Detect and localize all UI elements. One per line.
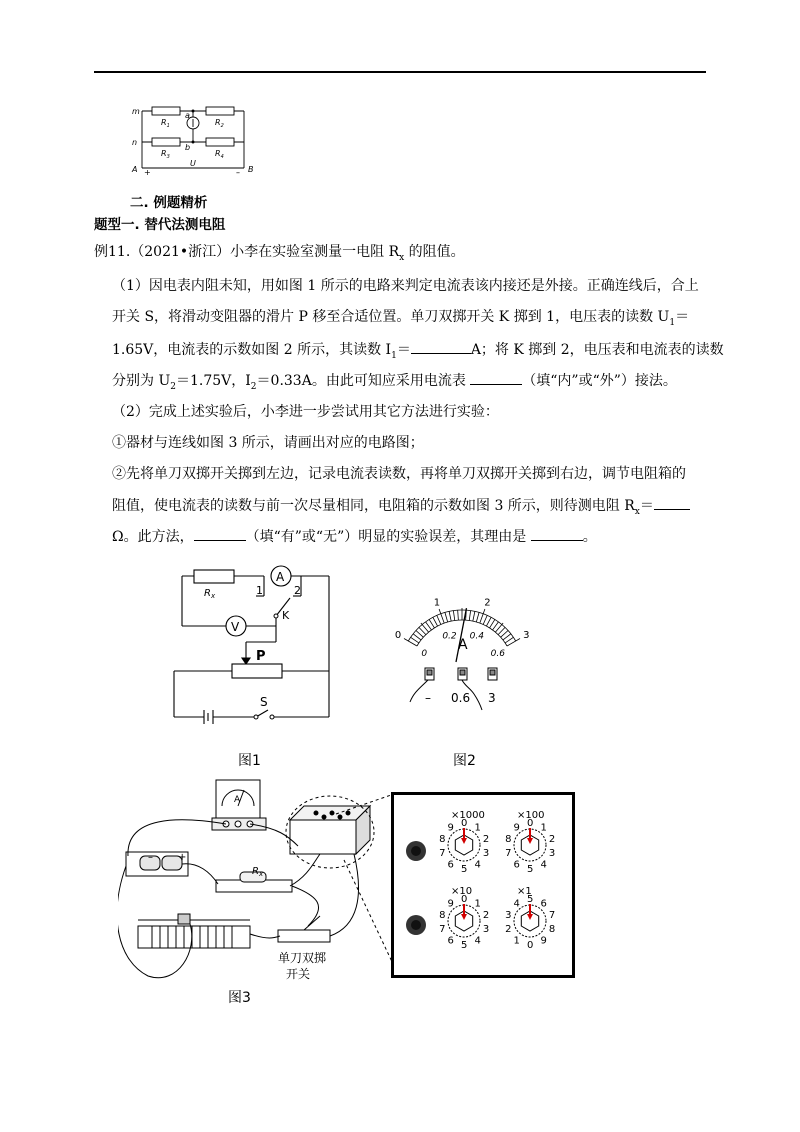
dial-digit: 1 xyxy=(540,822,547,834)
example-source: （2021•浙江） xyxy=(130,244,231,260)
fig3-resistance-box-panel xyxy=(391,792,575,978)
dial-digit: 3 xyxy=(482,924,490,936)
dial-digit: 0 xyxy=(461,818,468,829)
minus-label: – xyxy=(236,168,240,177)
part1-line4: 分别为 $U_2=1.75V$，$I_2=0.33A$。由此可知应采用电流表 （填“内”或“外”）接法。 xyxy=(112,370,677,397)
dial-multiplier-label: ×1 xyxy=(517,886,532,897)
figure1-circuit xyxy=(164,560,344,730)
fig3-zoom-lines xyxy=(330,790,400,970)
dial-digit: 5 xyxy=(527,894,534,905)
fig1-switch-K: K xyxy=(282,609,290,622)
part2-line2: ①器材与连线如图 3 所示，请画出对应的电路图； xyxy=(112,435,424,451)
fig3-rheostat xyxy=(138,926,250,948)
fig3-switch-label-1: 单刀双掷 xyxy=(278,951,327,965)
dial-2[interactable] xyxy=(505,810,555,875)
example-number: 例11. xyxy=(94,244,131,260)
answer-blank-connection[interactable] xyxy=(470,370,522,385)
answer-blank-reason[interactable] xyxy=(531,526,583,541)
header-rule xyxy=(94,71,706,73)
dial-digit: 4 xyxy=(540,859,547,871)
dial-digit: 3 xyxy=(482,848,490,860)
r3-label: $R_3$ xyxy=(161,149,170,160)
node-a-label: a xyxy=(185,111,190,120)
dial-digit: 8 xyxy=(548,924,556,936)
fig1-rx-label: $R_x$ xyxy=(204,588,216,600)
fig2-tick xyxy=(476,612,479,622)
fig2-tick xyxy=(416,631,423,638)
fig2-tick xyxy=(404,639,417,647)
node-b-label: b xyxy=(185,143,191,152)
node-B-label: B xyxy=(248,165,254,174)
fig2-tick xyxy=(453,611,454,621)
dial-digit: 4 xyxy=(474,935,481,947)
fig1-contact-2: 2 xyxy=(294,584,301,597)
fig2-tick xyxy=(458,610,459,620)
fig2-tick xyxy=(445,612,448,622)
fig1-slider-P: P xyxy=(256,649,266,664)
dial-digit: 5 xyxy=(461,940,468,951)
fig2-terminal-3: 3 xyxy=(488,691,496,705)
part1-line1: （1）因电表内阻未知，用如图 1 所示的电路来判定电流表该内接还是外接。正确连线后，合上 xyxy=(112,278,699,294)
fig2-tick xyxy=(486,617,491,626)
fig2-top-tick-label: 1 xyxy=(433,597,441,609)
r4-label: $R_4$ xyxy=(215,149,224,160)
figure2-ammeter xyxy=(370,570,555,720)
dial-digit: 8 xyxy=(439,909,446,921)
fig2-tick xyxy=(419,627,426,634)
plus-label: + xyxy=(144,168,151,177)
fig2-tick xyxy=(503,634,511,640)
fig1-ammeter-label: A xyxy=(276,570,285,584)
fig2-tick xyxy=(469,611,470,621)
fig2-tick xyxy=(490,619,495,627)
fig2-top-tick-label: 2 xyxy=(484,597,491,609)
fig2-unit-A: A xyxy=(458,637,468,653)
node-A-label: A xyxy=(132,165,138,174)
dial-3[interactable] xyxy=(439,886,489,951)
fig2-tick xyxy=(507,639,520,647)
fig2-tick xyxy=(449,611,451,621)
fig1-voltmeter-label: V xyxy=(231,620,240,634)
answer-blank-I1[interactable] xyxy=(411,339,471,354)
fig2-tick xyxy=(411,637,419,643)
dial-digit: 3 xyxy=(505,909,512,921)
dial-multiplier-label: ×10 xyxy=(451,886,473,897)
dial-multiplier-label: ×1000 xyxy=(451,810,485,821)
dial-digit: 4 xyxy=(513,898,520,910)
example-intro: 例11.（2021•浙江）小李在实验室测量一电阻 $R_x$ 的阻值。 xyxy=(94,244,465,263)
dial-digit: 6 xyxy=(447,935,454,947)
voltage-U-label: U xyxy=(190,159,196,168)
part1-line2: 开关 S，将滑动变阻器的滑片 P 移至合适位置。单刀双掷开关 K 掷到 1，电压表的读数 $U_1=$ xyxy=(112,309,690,328)
fig2-bottom-tick-label: 0.4 xyxy=(469,631,485,642)
dial-digit: 2 xyxy=(482,833,490,845)
fig2-bottom-tick-label: 0.2 xyxy=(442,631,457,642)
dial-digit: 8 xyxy=(505,833,512,845)
node-m-label: m xyxy=(132,107,140,116)
fig2-tick xyxy=(437,615,441,624)
dial-digit: 1 xyxy=(474,822,481,834)
dial-digit: 0 xyxy=(461,894,468,905)
dial-digit: 7 xyxy=(439,924,446,936)
part1-line3: 1.65V，电流表的示数如图 2 所示，其读数 $I_1= A$；将 K 掷到 2，电压表和电流表的读数 xyxy=(112,339,724,366)
dial-digit: 7 xyxy=(505,848,512,860)
figure1-caption: 图1 xyxy=(238,753,261,769)
fig2-tick xyxy=(429,619,434,627)
fig2-tick xyxy=(501,631,508,638)
dial-digit: 2 xyxy=(505,924,512,936)
fig3-battery-plus: + xyxy=(178,852,187,863)
dial-digit: 4 xyxy=(474,859,481,871)
fig3-switch-label-2: 开关 xyxy=(286,967,311,981)
fig2-tick xyxy=(483,615,487,624)
fig2-terminal-neg: – xyxy=(425,691,431,705)
dial-digit: 2 xyxy=(482,909,490,921)
part2-line4: 阻值，使电流表的读数与前一次尽量相同，电阻箱的示数如图 3 所示，则待测电阻 $R_x=$ xyxy=(112,495,690,522)
figure2-caption: 图2 xyxy=(453,753,476,769)
fig2-bottom-tick-label: 0 xyxy=(421,649,428,659)
answer-blank-Rx[interactable] xyxy=(654,495,690,510)
topic-title: 题型一. 替代法测电阻 xyxy=(94,217,226,233)
part2-line5: Ω。此方法， （填“有”或“无”）明显的实验误差，其理由是 。 xyxy=(112,526,597,547)
dial-digit: 5 xyxy=(461,864,468,875)
dial-digit: 2 xyxy=(548,833,556,845)
dial-digit: 7 xyxy=(439,848,446,860)
dial-digit: 1 xyxy=(513,935,520,947)
fig2-tick xyxy=(498,627,505,634)
fig2-tick xyxy=(413,634,421,640)
part2-line1: （2）完成上述实验后，小李进一步尝试用其它方法进行实验： xyxy=(112,404,499,420)
dial-1[interactable] xyxy=(439,810,489,875)
fig2-tick xyxy=(480,609,485,623)
dial-digit: 6 xyxy=(540,898,547,910)
dial-digit: 1 xyxy=(474,898,481,910)
r2-label: $R_2$ xyxy=(215,118,224,129)
dial-digit: 0 xyxy=(527,940,534,951)
dial-4[interactable] xyxy=(505,886,555,951)
answer-blank-error[interactable] xyxy=(194,526,246,541)
dial-digit: 6 xyxy=(447,859,454,871)
dial-multiplier-label: ×100 xyxy=(517,810,545,821)
fig2-tick xyxy=(426,622,432,630)
fig1-switch-S: S xyxy=(260,695,268,709)
fig2-tick xyxy=(473,611,475,621)
bridge-circuit-diagram xyxy=(128,96,268,178)
fig2-top-tick-label: 3 xyxy=(523,630,530,641)
r1-label: $R_1$ xyxy=(161,118,170,129)
dial-digit: 9 xyxy=(513,822,520,834)
fig2-tick xyxy=(433,617,438,626)
dial-digit: 8 xyxy=(439,833,446,845)
fig3-spdt-switch xyxy=(278,930,330,942)
fig1-contact-1: 1 xyxy=(256,584,263,597)
dial-digit: 3 xyxy=(548,848,556,860)
fig2-needle xyxy=(456,608,466,662)
fig2-tick xyxy=(505,637,513,643)
dial-digit: 9 xyxy=(540,935,547,947)
fig3-battery-minus: – xyxy=(148,852,153,863)
fig2-tick xyxy=(439,609,444,623)
dial-digit: 7 xyxy=(548,909,556,921)
part2-line3: ②先将单刀双掷开关掷到左边，记录电流表读数，再将单刀双掷开关掷到右边，调节电阻箱的 xyxy=(112,466,686,482)
fig2-tick xyxy=(493,622,499,630)
dial-digit: 0 xyxy=(527,818,534,829)
fig3-ammeter-label: A xyxy=(234,795,241,805)
fig2-terminal-06: 0.6 xyxy=(451,691,471,705)
dial-digit: 9 xyxy=(447,898,454,910)
fig2-bottom-tick-label: 0.6 xyxy=(490,649,505,659)
fig2-top-tick-label: 0 xyxy=(394,630,402,641)
fig3-rx-label: $R_x$ xyxy=(252,866,264,878)
dial-digit: 6 xyxy=(513,859,520,871)
section-title: 二. 例题精析 xyxy=(130,195,208,211)
node-n-label: n xyxy=(132,138,138,147)
dial-digit: 5 xyxy=(527,864,534,875)
dial-digit: 9 xyxy=(447,822,454,834)
figure3-caption: 图3 xyxy=(228,990,251,1006)
